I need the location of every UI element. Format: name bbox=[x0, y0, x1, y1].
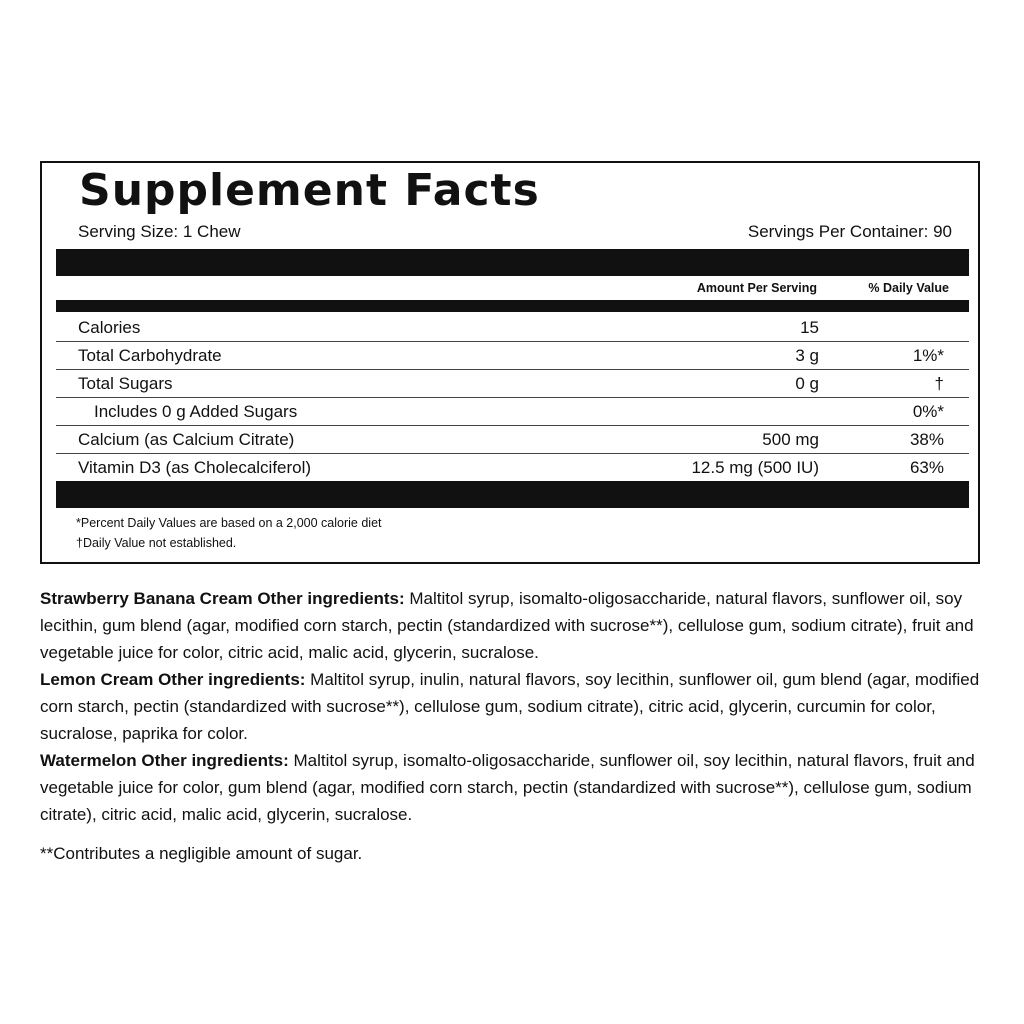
nutrient-amount: 15 bbox=[800, 318, 819, 337]
ingredients-lemon-cream bbox=[40, 666, 985, 747]
footnote-not-established: †Daily Value not established. bbox=[76, 536, 237, 550]
nutrient-row-total-sugars bbox=[56, 370, 969, 398]
nutrient-daily-value: 1%* bbox=[912, 346, 944, 365]
footnote-daily-values: *Percent Daily Values are based on a 2,000 calorie diet bbox=[76, 516, 382, 530]
daily-value-header: % Daily Value bbox=[868, 281, 949, 295]
nutrient-row-calcium bbox=[56, 426, 969, 454]
serving-size: Serving Size: 1 Chew bbox=[78, 222, 241, 241]
ingredients-section bbox=[40, 585, 985, 828]
nutrient-name: Vitamin D3 (as Cholecalciferol) bbox=[78, 458, 312, 477]
ingredients-text: Maltitol syrup, isomalto-oligosaccharide, natural flavors, sunflower oil, soy lecithin, gum blend (agar, modified corn starch, pectin (standardized with sucrose**), cellulose gum, sodium citrate), fruit and vegetable juice for color, citric acid, malic acid, glycerin, sucralose. bbox=[40, 589, 974, 662]
nutrient-name: Calcium (as Calcium Citrate) bbox=[78, 430, 295, 449]
ingredients-text: Maltitol syrup, inulin, natural flavors, soy lecithin, sunflower oil, gum blend (agar, modified corn starch, pectin (standardized with sucrose**), cellulose gum, sodium citrate), citric acid, glycerin, curcumin for color, sucralose, paprika for color. bbox=[40, 670, 980, 743]
supplement-facts-panel bbox=[40, 161, 980, 564]
nutrient-daily-value: 0%* bbox=[912, 402, 944, 421]
nutrient-row-total-carbohydrate bbox=[56, 342, 969, 370]
ingredients-text: Maltitol syrup, isomalto-oligosaccharide, sunflower oil, soy lecithin, natural flavors, fruit and vegetable juice for color, gum blend (agar, modified corn starch, pectin (standardized with sucrose**), cellulose gum, sodium citrate), citric acid, malic acid, glycerin, sucralose. bbox=[40, 751, 975, 824]
nutrient-name: Calories bbox=[78, 318, 141, 337]
nutrient-name: Includes 0 g Added Sugars bbox=[94, 402, 298, 421]
nutrient-daily-value: 38% bbox=[909, 430, 944, 449]
sugar-footnote: **Contributes a negligible amount of sugar. bbox=[40, 844, 363, 863]
divider-bar-top bbox=[56, 249, 969, 276]
nutrient-amount: 12.5 mg (500 IU) bbox=[691, 458, 819, 477]
nutrient-name: Total Sugars bbox=[78, 374, 173, 393]
ingredients-watermelon bbox=[40, 747, 985, 828]
nutrient-amount: 0 g bbox=[795, 374, 819, 393]
nutrient-daily-value: † bbox=[934, 374, 944, 393]
ingredients-heading: Lemon Cream Other ingredients: bbox=[40, 670, 306, 689]
nutrient-amount: 500 mg bbox=[762, 430, 819, 449]
ingredients-heading: Watermelon Other ingredients: bbox=[40, 751, 289, 770]
nutrient-row-vitamin-d3 bbox=[56, 454, 969, 481]
nutrient-name: Total Carbohydrate bbox=[78, 346, 222, 365]
amount-per-serving-header: Amount Per Serving bbox=[696, 281, 817, 295]
nutrient-row-added-sugars bbox=[56, 398, 969, 426]
divider-bar-bottom bbox=[56, 481, 969, 508]
panel-title: Supplement Facts bbox=[79, 165, 540, 216]
servings-per-container: Servings Per Container: 90 bbox=[747, 222, 952, 241]
nutrient-table bbox=[56, 314, 969, 481]
nutrient-daily-value: 63% bbox=[909, 458, 944, 477]
nutrient-amount: 3 g bbox=[795, 346, 819, 365]
ingredients-heading: Strawberry Banana Cream Other ingredients: bbox=[40, 589, 405, 608]
divider-bar-middle bbox=[56, 300, 969, 312]
ingredients-strawberry-banana-cream bbox=[40, 585, 985, 666]
nutrient-row-calories bbox=[56, 314, 969, 342]
